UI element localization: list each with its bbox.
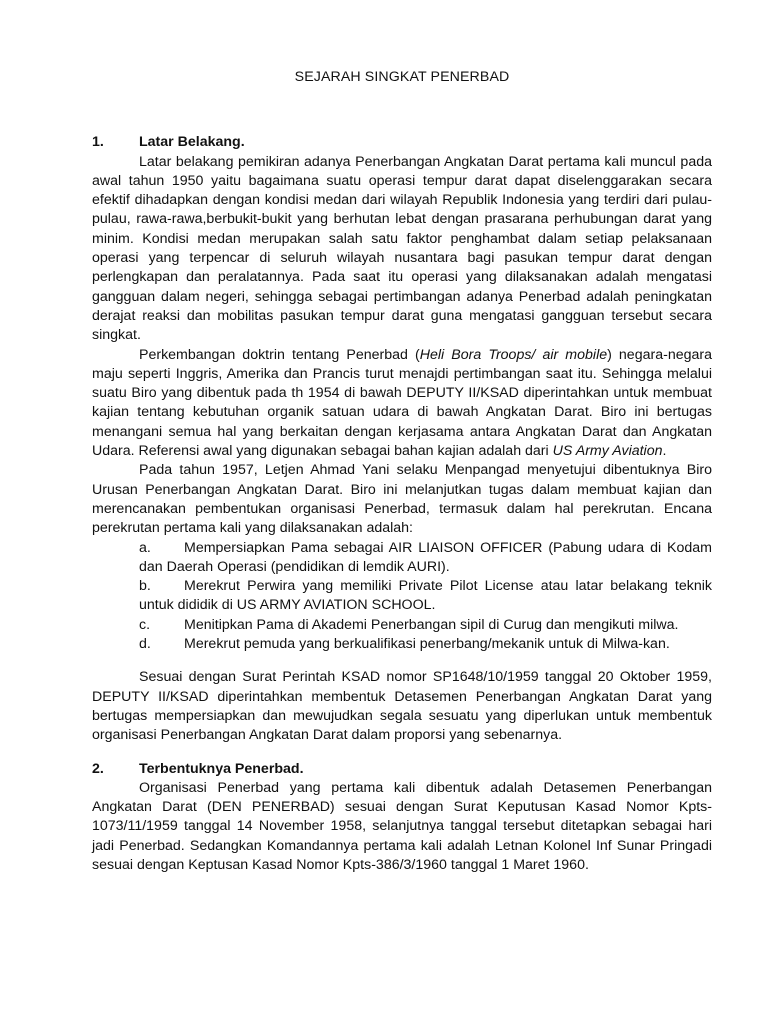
list-text: Merekrut pemuda yang berkualifikasi penerbang/mekanik untuk di Milwa-kan. (184, 636, 670, 653)
paragraph: Pada tahun 1957, Letjen Ahmad Yani selaku Menpangad menyetujui dibentuknya Biro Urusan Penerbangan Angkatan Darat. Biro ini melanjutkan tugas dalam membuat kajian dan merencanakan pembentukan organisasi Penerbad, termasuk dalam hal perekrutan. Encana perekrutan pertama kali yang dilaksanakan adalah: (92, 462, 712, 537)
paragraph-italic-text: Heli Bora Troops/ air mobile (419, 346, 608, 363)
list-item (139, 577, 712, 616)
paragraph: Organisasi Penerbad yang pertama kali dibentuk adalah Detasemen Penerbangan Angkatan Darat (DEN PENERBAD) sesuai dengan Surat Keputusan Kasad Nomor Kpts-1073/11/1959 tanggal 14 November 1958, selanjutnya tanggal tersebut ditetapkan sebagai hari jadi Penerbad. Sedangkan Komandannya pertama kali adalah Letnan Kolonel Inf Sunar Pringadi sesuai dengan Keptusan Kasad Nomor Kpts-386/3/1960 tanggal 1 Maret 1960. (92, 779, 712, 873)
section-title: Latar Belakang. (139, 134, 245, 151)
list-text: Mempersiapkan Pama sebagai AIR LIAISON OFFICER (Pabung udara di Kodam dan Daerah Operasi (pendidikan di lemdik AURI). (139, 539, 712, 575)
list-text: Merekrut Perwira yang memiliki Private Pilot License atau latar belakang teknik untuk dididik di US ARMY AVIATION SCHOOL. (139, 578, 712, 614)
list-label: a. (139, 539, 151, 556)
list-item (139, 635, 712, 654)
paragraph-text: . (662, 443, 667, 460)
list-label: b. (139, 578, 151, 595)
list-item (139, 539, 712, 578)
list-label: d. (139, 636, 151, 653)
document-title: SEJARAH SINGKAT PENERBAD (294, 69, 510, 85)
paragraph: Sesuai dengan Surat Perintah KSAD nomor SP1648/10/1959 tanggal 20 Oktober 1959, DEPUTY II/KSAD diperintahkan membentuk Detasemen Penerbangan Angkatan Darat yang bertugas mempersiapkan dan mewujudkan segala sesuatu yang diperlukan untuk membentuk organisasi Penerbangan Angkatan Darat dalam proporsi yang sebenarnya. (92, 669, 712, 744)
paragraph-text: ) negara-negara maju seperti Inggris, Amerika dan Prancis turut menajdi pertimbangan saat itu. Sehingga melalui suatu Biro yang dibentuk pada th 1954 di bawah DEPUTY II/KSAD diperintahkan untuk membuat kajian tentang kebutuhan organik satuan udara di bawah Angkatan Darat. Biro ini bertugas menangani semua hal yang berkaitan dengan kerjasama antara Angkatan Darat dan Angkatan Udara. Referensi awal yang digunakan sebagai bahan kajian adalah dari (92, 346, 712, 460)
list-text: Menitipkan Pama di Akademi Penerbangan sipil di Curug dan mengikuti milwa. (184, 616, 679, 633)
list-label: c. (139, 616, 151, 633)
section-number: 2. (92, 760, 104, 777)
recruitment-list (92, 539, 712, 655)
section-heading (92, 760, 712, 779)
section-title: Terbentuknya Penerbad. (139, 760, 304, 777)
list-item (139, 616, 712, 635)
paragraph: Latar belakang pemikiran adanya Penerbangan Angkatan Darat pertama kali muncul pada awal tahun 1950 yaitu bagaimana suatu operasi tempur darat dapat diselenggarakan secara efektif dihadapkan dengan kondisi medan dari wilayah Republik Indonesia yang terdiri dari pulau-pulau, rawa-rawa,berbukit-bukit yang berhutan lebat dengan prasarana perhubungan darat yang minim. Kondisi medan merupakan salah satu faktor penghambat dalam setiap pelaksanaan operasi yang terpencar di seluruh wilayah nusantara bagi pasukan tempur darat dengan perlengkapan dan peralatannya. Pada saat itu operasi yang dilaksanakan adalah mengatasi gangguan dalam negeri, sehingga sebagai pertimbangan adanya Penerbad adalah peningkatan derajat reaksi dan mobilitas pasukan tempur darat guna mengatasi gangguan tersebut secara singkat. (92, 153, 712, 344)
section-number: 1. (92, 134, 104, 151)
paragraph (92, 346, 712, 462)
paragraph-text: Perkembangan doktrin tentang Penerbad ( (139, 346, 420, 363)
paragraph-italic-text: US Army Aviation (552, 443, 663, 460)
section-heading (92, 133, 712, 152)
